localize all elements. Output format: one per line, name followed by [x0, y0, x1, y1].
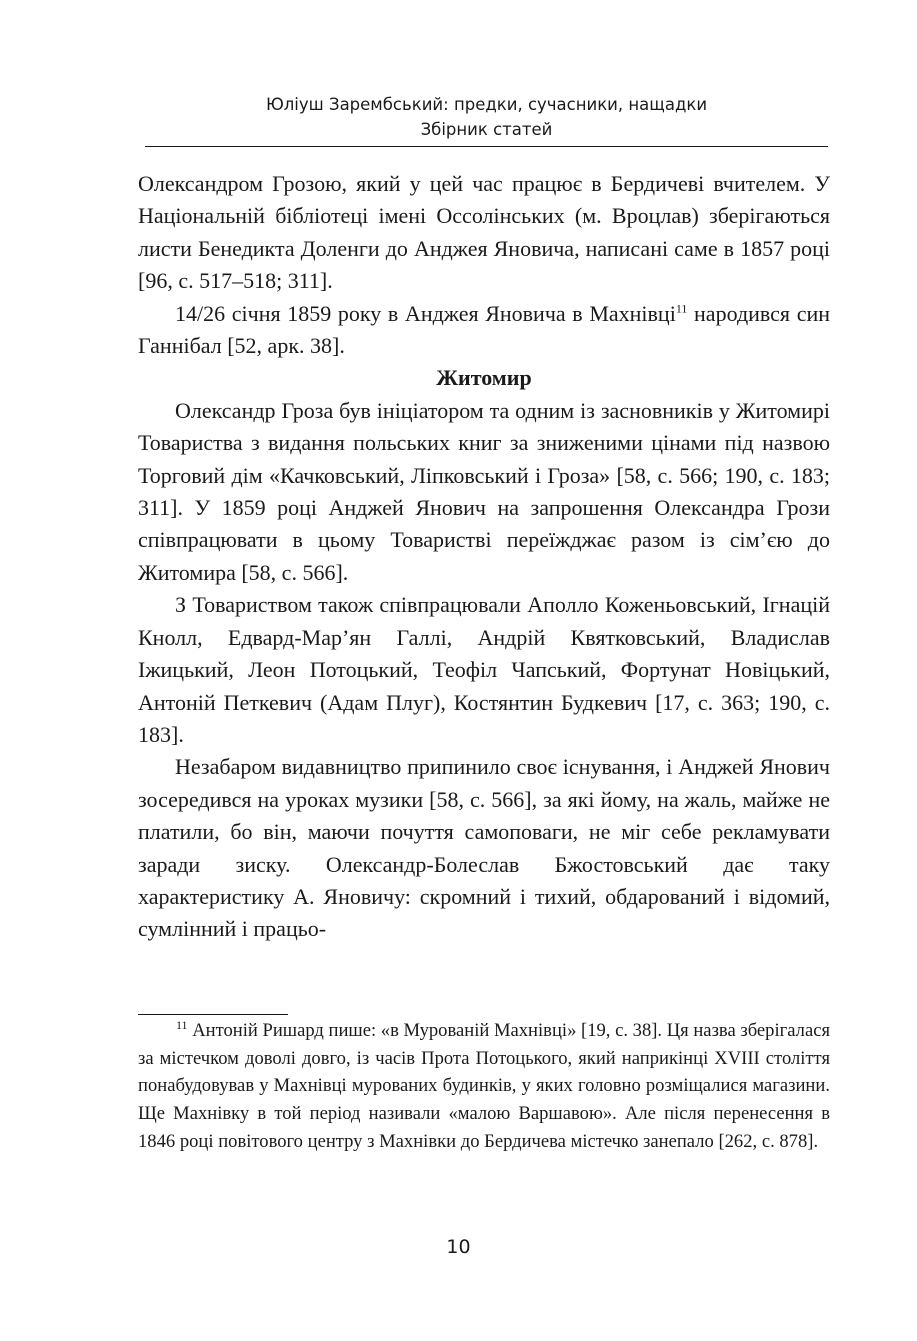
paragraph-3: Олександр Гроза був ініціатором та одним із засновників у Житомирі Товариства з видання польських книг за зниженими цінами під назвою Торговий дім «Качковський, Ліпковський і Гроза» [58, с. 566; 190, с. 183; 311]. У 1859 році Анджей Янович на запрошення Олександра Грози співпрацювати в цьому Товаристві переїжджає разом із сім’єю до Житомира [58, с. 566]. — [138, 397, 830, 585]
footnote-paragraph — [138, 1017, 830, 1156]
page-number: 10 — [446, 1236, 471, 1258]
paragraph-1: Олександром Грозою, який у цей час працює в Бердичеві вчителем. У Національній бібліотеці імені Оссолінських (м. Вроцлав) зберігаються листи Бенедикта Доленги до Анджея Яновича, написані саме в 1857 році [96, с. 517–518; 311]. — [138, 171, 830, 294]
footnote-rule — [138, 1014, 288, 1015]
header-subtitle: Збірник статей — [420, 120, 553, 139]
paragraph-5: Незабаром видавництво припинило своє існування, і Анджей Янович зосередився на уроках музики [58, с. 566], за які йому, на жаль, майже не платили, бо він, маючи почуття самоповаги, не міг себе рекламувати заради зиску. Олександр-Болеслав Бжостовський дає таку характеристику А. Яновичу: скромний і тихий, обдарований і відомий, сумлінний і працьо- — [138, 754, 830, 942]
footnote-mark: 11 — [176, 1017, 188, 1032]
paragraph-2-start: 14/26 січня 1859 року в Анджея Яновича в Махнівці — [175, 300, 676, 326]
section-heading: Житомир — [436, 365, 532, 391]
paragraph-2-end: народився син Ганнібал [52, арк. 38]. — [138, 300, 831, 359]
body-text — [138, 168, 830, 946]
footnote — [138, 1017, 830, 1156]
footnote-reference[interactable]: 11 — [675, 301, 688, 316]
header-title: Юліуш Зарембський: предки, сучасники, нащадки — [265, 95, 708, 114]
header-rule — [145, 146, 828, 147]
running-header — [145, 92, 828, 142]
footnote-text: Антоній Ришард пише: «в Мурованій Махнівці» [19, с. 38]. Ця назва зберігалася за містечком доволі довго, із часів Прота Потоцького, який наприкінці XVIII століття понабудовував у Махнівці мурованих будинків, у яких головно розміщалися магазини. Ще Махнівку в той період називали «малою Варшавою». Але після перенесення в 1846 році повітового центру з Махнівки до Бердичева містечко занепало [262, с. 878]. — [138, 1020, 830, 1152]
paragraph-2 — [138, 298, 830, 363]
paragraph-4: З Товариством також співпрацювали Аполло Коженьовський, Ігнацій Кнолл, Едвард-Мар’ян Галлі, Андрій Квятковський, Владислав Іжицький, Леон Потоцький, Теофіл Чапський, Фортунат Новіцький, Антоній Петкевич (Адам Плуг), Костянтин Будкевич [17, с. 363; 190, с. 183]. — [138, 592, 830, 747]
